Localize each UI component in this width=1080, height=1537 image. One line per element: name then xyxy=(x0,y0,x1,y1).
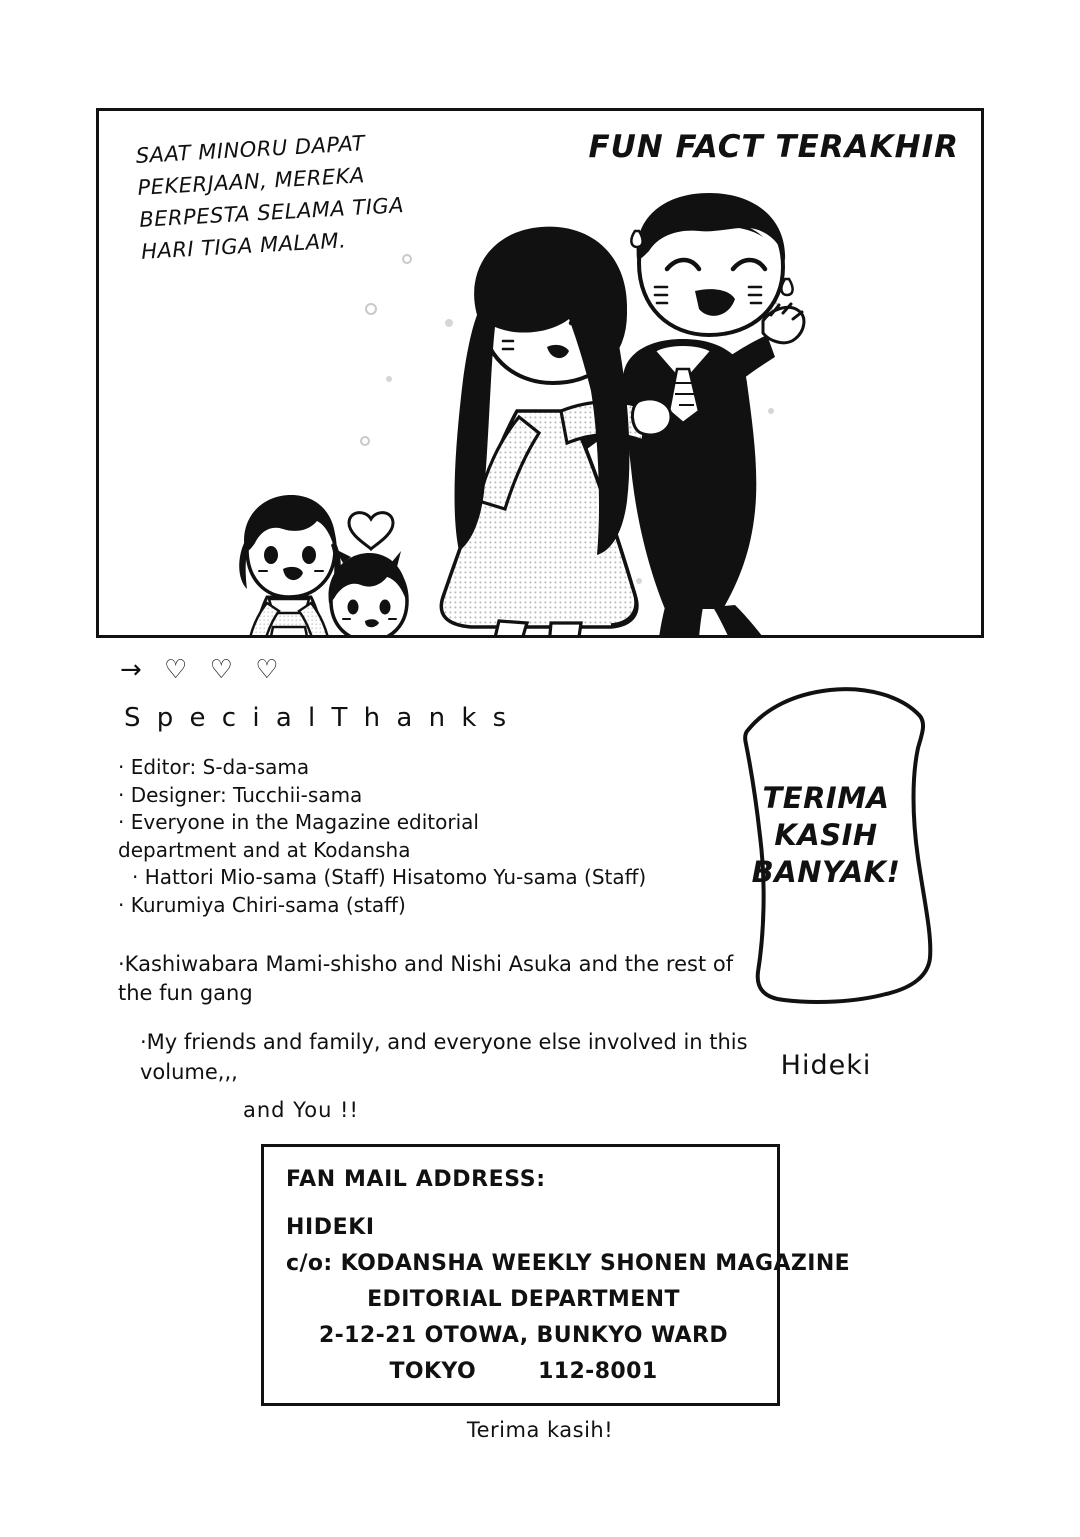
thanks-line-staff-1: · Hattori Mio-sama (Staff) Hisatomo Yu-sama (Staff) xyxy=(132,865,647,890)
bubble-line-1: TERIMA xyxy=(762,781,890,815)
footer-note: Terima kasih! xyxy=(466,1418,614,1442)
fan-mail-department: EDITORIAL DEPARTMENT xyxy=(367,1287,680,1312)
thanks-line-designer: · Designer: Tucchii-sama xyxy=(118,782,363,807)
fan-mail-city: TOKYO xyxy=(389,1359,477,1384)
thanks-line-magazine-2: department and at Kodansha xyxy=(118,837,411,862)
thanks-line-magazine-1: · Everyone in the Magazine editorial xyxy=(118,810,479,835)
bubble-line-2: KASIH xyxy=(774,818,878,853)
panel-caption: SAAT MINORU DAPAT PEKERJAAN, MEREKA BERPESTA SELAMA TIGA HARI TIGA MALAM. xyxy=(135,131,405,264)
fan-mail-label: FAN MAIL ADDRESS: xyxy=(286,1167,546,1192)
fan-mail-recipient: HIDEKI xyxy=(286,1215,375,1240)
thank-you-bubble xyxy=(706,672,946,1081)
arrow-hearts-decoration: → ♡ ♡ ♡ xyxy=(120,655,286,685)
thanks-line-editor: · Editor: S-da-sama xyxy=(118,755,310,779)
thanks-block-family: ·My friends and family, and everyone else involved in this volume,,, xyxy=(140,1030,748,1084)
thanks-line-staff-2: · Kurumiya Chiri-sama (staff) xyxy=(118,892,406,917)
fan-mail-city-zip xyxy=(264,1359,783,1384)
special-thanks-list xyxy=(118,755,738,921)
bubble-text xyxy=(706,780,946,891)
comic-panel xyxy=(96,108,984,638)
fan-mail-care-of: c/o: KODANSHA WEEKLY SHONEN MAGAZINE xyxy=(286,1251,851,1276)
fan-mail-street: 2-12-21 OTOWA, BUNKYO WARD xyxy=(318,1323,729,1348)
bubble-line-3: BANYAK! xyxy=(751,855,901,890)
thanks-block-friends-gang: ·Kashiwabara Mami-shisho and Nishi Asuka and the rest of the fun gang xyxy=(118,952,734,1005)
special-thanks-heading: S p e c i a l T h a n k s xyxy=(124,703,511,733)
fan-mail-address-box xyxy=(261,1144,851,1406)
fan-mail-zip: 112-8001 xyxy=(538,1359,658,1384)
thanks-and-you: and You !! xyxy=(243,1098,359,1122)
author-signature: Hideki xyxy=(780,1050,872,1081)
fun-fact-title: FUN FACT TERAKHIR xyxy=(588,129,959,165)
